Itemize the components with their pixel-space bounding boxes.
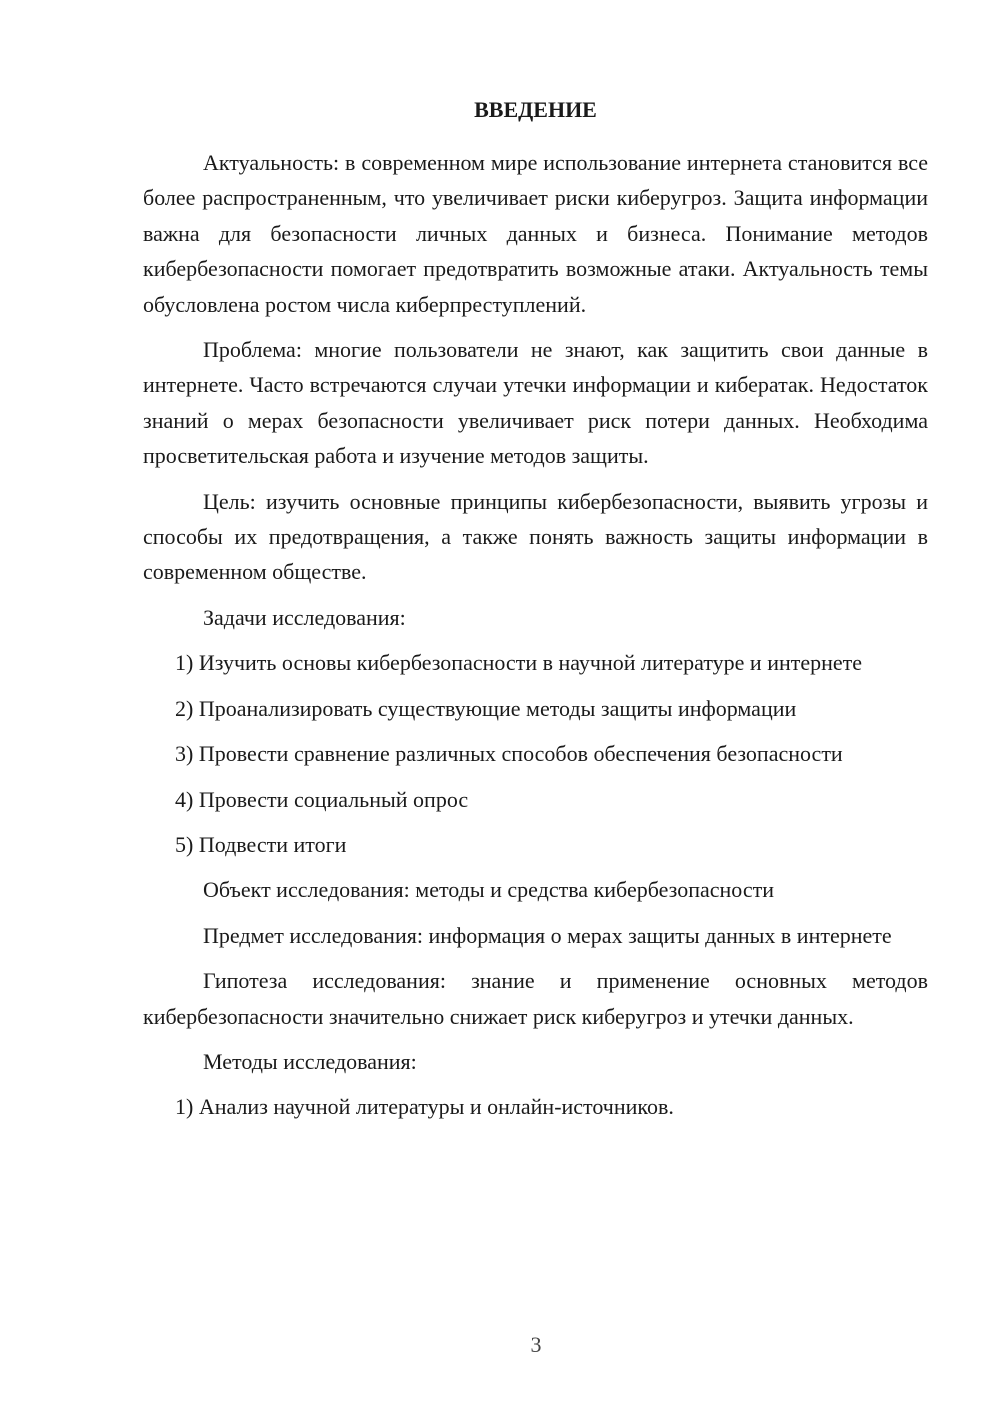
task-item: 1) Изучить основы кибербезопасности в научной литературе и интернете <box>175 650 863 676</box>
relevance-paragraph: Актуальность: в современном мире использование интернета становится все более распространенным, что увеличивает риски киберугроз. Защита информации важна для безопасности личных данных и бизнеса. Понимание методов кибербезопасности помогает предотвратить возможные атаки. Актуальность темы обусловлена ростом числа киберпреступлений. <box>143 150 928 317</box>
task-item: 4) Провести социальный опрос <box>175 786 469 812</box>
goal-paragraph: Цель: изучить основные принципы кибербезопасности, выявить угрозы и способы их предотвращения, а также понять важность защиты информации в современном обществе. <box>143 488 928 585</box>
method-item: 1) Анализ научной литературы и онлайн-источников. <box>175 1094 674 1120</box>
task-item: 2) Проанализировать существующие методы защиты информации <box>175 695 797 721</box>
task-item: 5) Подвести итоги <box>175 831 347 857</box>
document-page <box>143 92 928 1135</box>
subject-paragraph: Предмет исследования: информация о мерах защиты данных в интернете <box>203 922 892 948</box>
object-paragraph: Объект исследования: методы и средства кибербезопасности <box>203 877 774 903</box>
task-item: 3) Провести сравнение различных способов обеспечения безопасности <box>175 741 843 767</box>
problem-paragraph: Проблема: многие пользователи не знают, как защитить свои данные в интернете. Часто встречаются случаи утечки информации и кибератак. Недостаток знаний о мерах безопасности увеличивает риск потери данных. Необходима просветительская работа и изучение методов защиты. <box>143 337 928 469</box>
page-title: ВВЕДЕНИЕ <box>474 97 597 122</box>
hypothesis-paragraph: Гипотеза исследования: знание и применение основных методов кибербезопасности значительно снижает риск киберугроз и утечки данных. <box>143 968 928 1029</box>
page-number: 3 <box>530 1332 542 1357</box>
methods-heading: Методы исследования: <box>203 1048 417 1074</box>
tasks-heading: Задачи исследования: <box>203 604 406 630</box>
